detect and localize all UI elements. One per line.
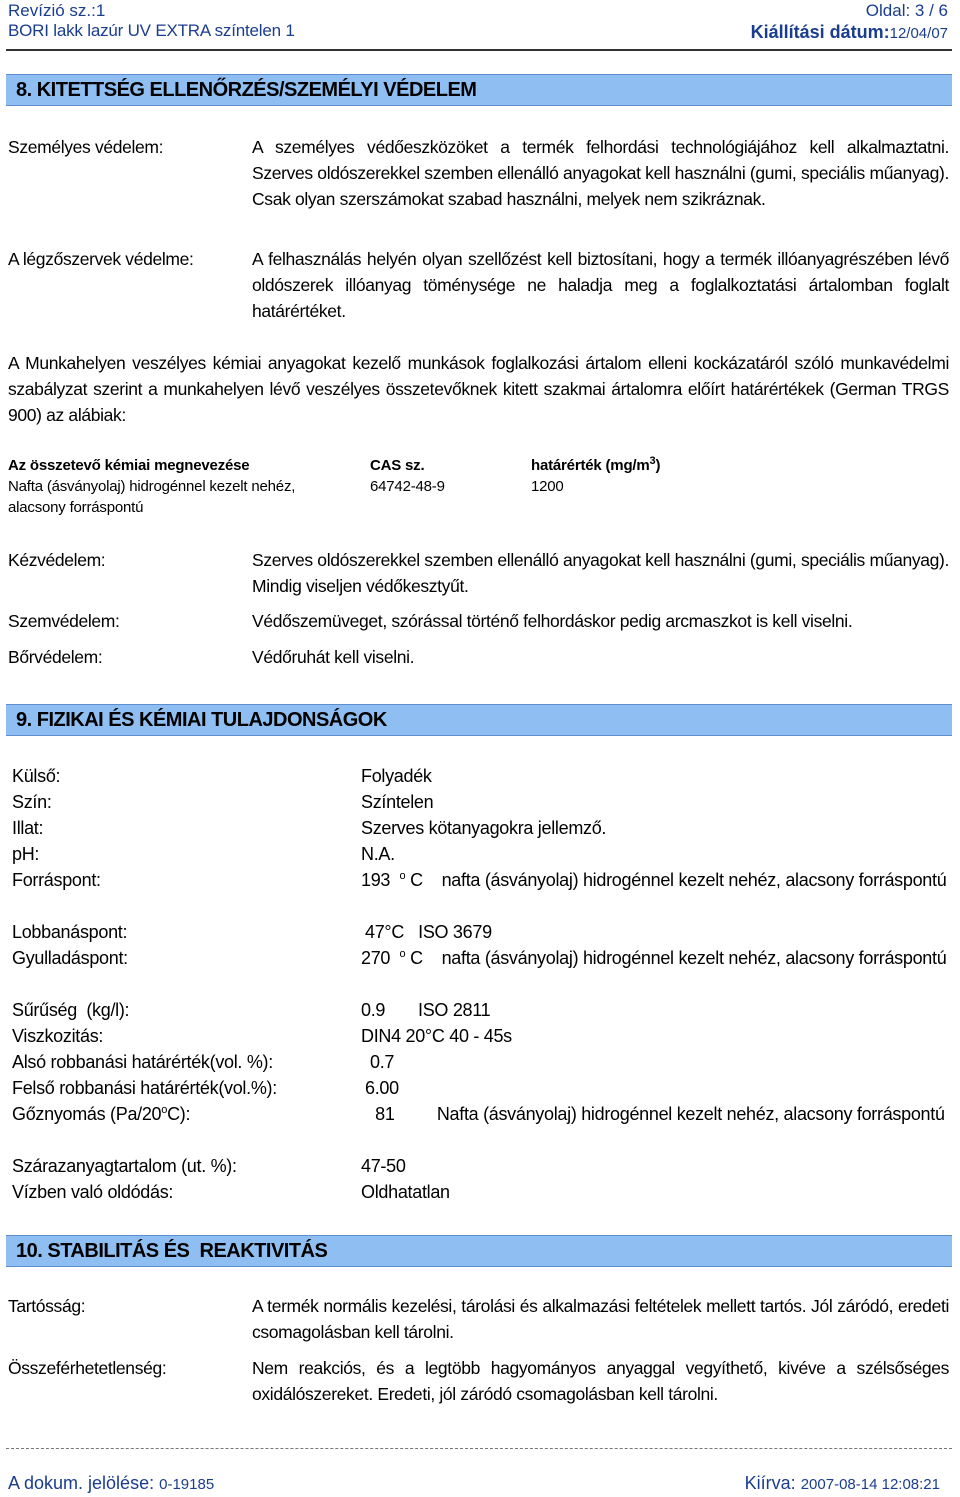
table-header-name: Az összetevő kémiai megnevezése [8, 457, 250, 474]
hand-protection-label: Kézvédelem: [8, 550, 106, 570]
table-row-cas: 64742-48-9 [370, 478, 445, 495]
section-9-bar [6, 704, 952, 736]
document-id-label: A dokum. jelölése: [8, 1473, 155, 1493]
issue-date-label: Kiállítási dátum: [750, 22, 890, 42]
document-id [8, 1472, 214, 1496]
section-8-title: 8. KITETTSÉG ELLENŐRZÉS/SZEMÉLYI VÉDELEM [16, 79, 477, 101]
print-label: Kiírva: [744, 1473, 796, 1493]
print-date: 2007-08-14 12:08:21 [800, 1476, 940, 1493]
skin-protection-text: Védőruhát kell viselni. [252, 647, 415, 667]
table-header-cas: CAS sz. [370, 457, 425, 474]
personal-protection-text: A személyes védőeszközöket a termék felhordási technológiájához kell alkalmaztatni. Szerves oldószerekkel szemben ellenálló anyagokat kell használni (gumi, speciális műanyag). Csak olyan szerszámokat szabad használni, melyek nem szikráznak. [252, 137, 949, 209]
issue-date-line [751, 22, 948, 44]
incompatibility-text: Nem reakciós, és a legtöbb hagyományos anyaggal vegyíthető, kivéve a szélsőséges oxidálószereket. Eredeti, jól záródó csomagolásban kell tárolni. [252, 1358, 949, 1404]
footer-divider [6, 1448, 952, 1449]
revision-number: Revízió sz.:1 [8, 1, 106, 20]
product-name: BORI lakk lazúr UV EXTRA színtelen 1 [8, 21, 295, 40]
incompatibility-label: Összeférhetetlenség: [8, 1358, 167, 1378]
print-timestamp [745, 1472, 940, 1496]
table-header-limit: határérték $(mg/m^3)$ [531, 455, 661, 474]
section-10-bar [6, 1235, 952, 1267]
section-9-title: 9. FIZIKAI ÉS KÉMIAI TULAJDONSÁGOK [16, 709, 387, 731]
header-divider [6, 49, 952, 51]
section-8-bar [6, 74, 952, 106]
exposure-limits-intro: A Munkahelyen veszélyes kémiai anyagokat kezelő munkások foglalkozási ártalom elleni kockázatáról szóló munkavédelmi szabályzat szerint a munkahelyen lévő veszélyes összetevőknek kitett szakmai ártalomra előírt határértékek (German TRGS 900) az alábiak: [8, 353, 949, 425]
table-row-limit: 1200 [531, 478, 564, 495]
durability-text: A termék normális kezelési, tárolási és alkalmazási feltételek mellett tartós. Jól záródó, eredeti csomagolásban kell tárolni. [252, 1296, 949, 1342]
skin-protection-label: Bőrvédelem: [8, 647, 103, 667]
personal-protection-label: Személyes védelem: [8, 137, 164, 157]
respiratory-protection-label: A légzőszervek védelme: [8, 249, 194, 269]
page-number: Oldal: 3 / 6 [865, 1, 948, 20]
hand-protection-text: Szerves oldószerekkel szemben ellenálló anyagokat kell használni (gumi, speciális műanyag). Mindig viseljen védőkesztyűt. [252, 550, 949, 596]
issue-date: 12/04/07 [889, 25, 948, 42]
eye-protection-text: Védőszemüveget, szórással történő felhordáskor pedig arcmaszkot is kell viselni. [252, 611, 853, 631]
respiratory-protection-text: A felhasználás helyén olyan szellőzést kell biztosítani, hogy a termék illóanyagrészében lévő oldószerek illóanyag töménysége ne haladja meg a foglalkoztatási ártalomban foglalt határértéket. [252, 249, 949, 321]
eye-protection-label: Szemvédelem: [8, 611, 120, 631]
durability-label: Tartósság: [8, 1296, 86, 1316]
section-10-title: 10. STABILITÁS ÉS REAKTIVITÁS [16, 1240, 328, 1262]
document-number: 0-19185 [159, 1476, 215, 1493]
table-row-name: Nafta (ásványolaj) hidrogénnel kezelt nehéz, alacsony forráspontú [8, 478, 296, 516]
